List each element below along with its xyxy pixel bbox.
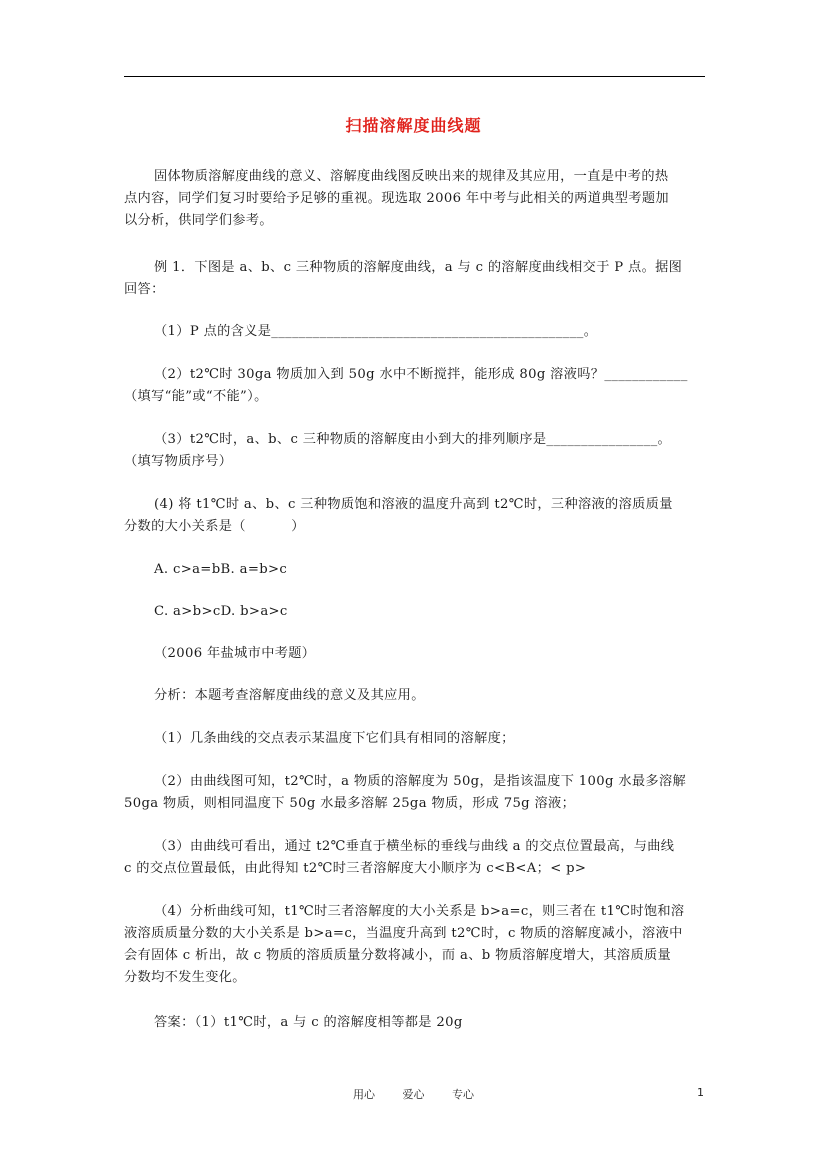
analysis-4-line-3: 会有固体 c 析出，故 c 物质的溶质质量分数将减小，而 a、b 物质溶解度增大，其溶质质量: [124, 948, 672, 963]
intro-line-3: 以分析，供同学们参考。: [124, 213, 273, 228]
source-note: （2006 年盐城市中考题）: [154, 646, 316, 661]
analysis-4-line-2: 液溶质质量分数的大小关系是 b>a=c，当温度升高到 t2℃时，c 物质的溶解度减小，溶液中: [124, 926, 683, 941]
page-title: 扫描溶解度曲线题: [345, 116, 482, 135]
question-2-line-1: （2）t2℃时 30ga 物质加入到 50g 水中不断搅拌，能形成 80g 溶液吗？____________: [154, 367, 688, 382]
intro-line-1: 固体物质溶解度曲线的意义、溶解度曲线图反映出来的规律及其应用，一直是中考的热: [154, 169, 669, 184]
option-ab: A. c>a=bB. a=b>c: [154, 562, 288, 577]
question-3-line-2: （填写物质序号）: [124, 454, 233, 469]
question-3-line-1: （3）t2℃时，a、b、c 三种物质的溶解度由小到大的排列顺序是________________。: [154, 432, 672, 447]
analysis-2-line-2: 50ga 物质，则相同温度下 50g 水最多溶解 25ga 物质，形成 75g 溶液；: [124, 796, 576, 811]
answer-line: 答案：（1）t1℃时，a 与 c 的溶解度相等都是 20g: [154, 1015, 463, 1030]
footer-word-2: 爱心: [402, 1088, 425, 1101]
question-4-line-1: (4) 将 t1℃时 a、b、c 三种物质饱和溶液的温度升高到 t2℃时，三种溶液的溶质质量: [154, 497, 673, 512]
intro-line-2: 点内容，同学们复习时要给予足够的重视。现选取 2006 年中考与此相关的两道典型考题加: [124, 191, 669, 206]
footer-word-1: 用心: [353, 1088, 375, 1101]
analysis-3-line-2: c 的交点位置最低，由此得知 t2℃时三者溶解度大小顺序为 c<B<A；< p>: [124, 861, 587, 876]
analysis-4-line-1: （4）分析曲线可知，t1℃时三者溶解度的大小关系是 b>a=c，则三者在 t1℃时饱和溶: [154, 904, 685, 919]
analysis-4-line-4: 分数均不发生变化。: [124, 970, 246, 985]
analysis-1: （1）几条曲线的交点表示某温度下它们具有相同的溶解度；: [154, 731, 515, 746]
analysis-heading: 分析：本题考查溶解度曲线的意义及其应用。: [154, 688, 425, 703]
question-2-line-2: （填写“能”或“不能”）。: [124, 389, 268, 404]
analysis-2-line-1: （2）由曲线图可知，t2℃时，a 物质的溶解度为 50g，是指该温度下 100g 水最多溶解: [154, 774, 687, 789]
example-line-1: 例 1．下图是 a、b、c 三种物质的溶解度曲线，a 与 c 的溶解度曲线相交于 P 点。据图: [154, 260, 683, 275]
page-number: 1: [697, 1086, 704, 1099]
footer-word-3: 专心: [452, 1088, 474, 1101]
question-1: （1）P 点的含义是_____________________________________________。: [154, 324, 598, 339]
example-line-2: 回答：: [124, 282, 165, 297]
header-rule: [124, 76, 705, 77]
analysis-3-line-1: （3）由曲线可看出，通过 t2℃垂直于横坐标的垂线与曲线 a 的交点位置最高，与曲线: [154, 839, 675, 854]
option-cd: C. a>b>cD. b>a>c: [154, 604, 288, 619]
question-4-line-2: 分数的大小关系是（ ）: [124, 519, 305, 534]
